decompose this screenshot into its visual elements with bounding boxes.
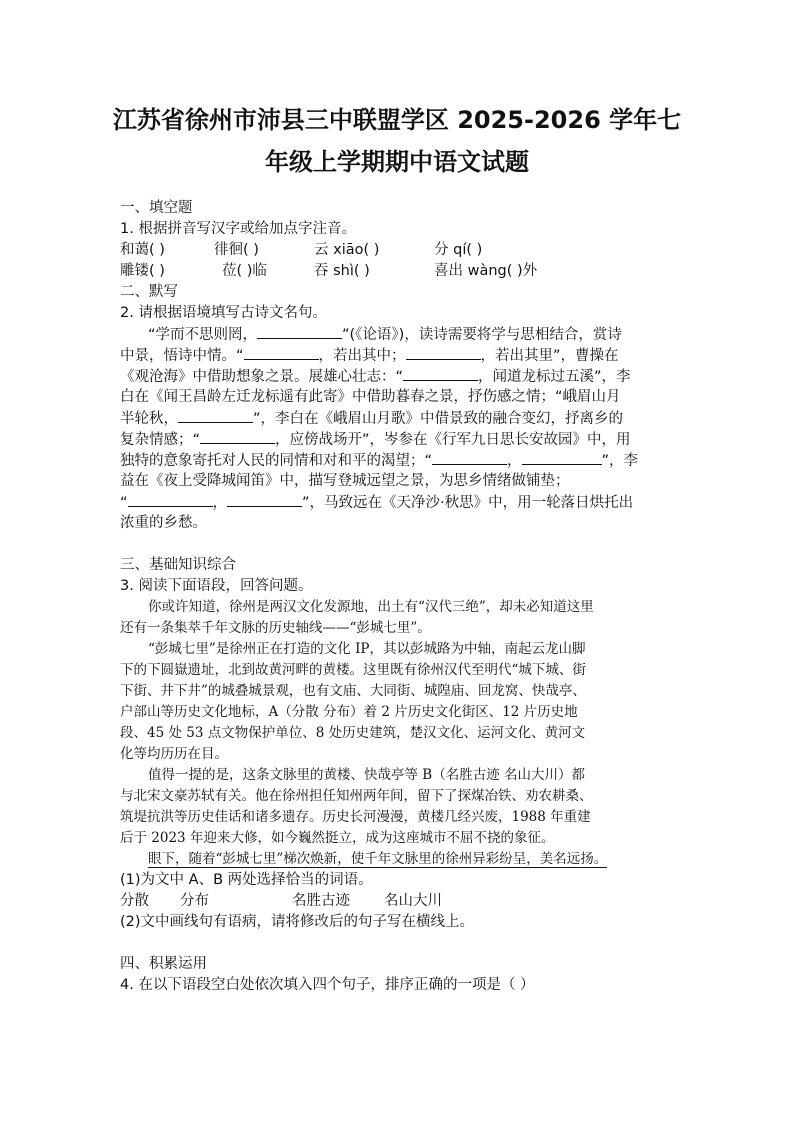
page-title-line2: 年级上学期期中语文试题 [265,148,529,176]
question-3-1: (1)为文中 A、B 两处选择恰当的词语。 [120,872,373,888]
q2-paragraph-line: 中景，悟诗中情。“ ，若出其中； ，若出其里”，曹操在 [120,345,619,367]
passage-underlined-sentence: 眼下，随着“彭城七里”梯次焕新，使千年文脉里的徐州异彩纷呈，美名远扬。 [148,851,608,867]
passage-line: 筑堤抗洪等历史佳话和诸多遗存。历史长河漫漫，黄楼几经兴废，1988 年重建 [120,809,591,825]
section-heading-2: 二、默写 [120,284,178,300]
answer-blank[interactable] [406,345,481,360]
answer-blank[interactable] [178,408,253,423]
q1-item: 雕镂( ) [120,263,165,279]
answer-blank[interactable] [432,450,507,465]
q2-paragraph-line: “学而不思则罔， ”(《论语》)，读诗需要将学与思相结合，赏诗 [148,324,622,346]
q2-paragraph-line: 浓重的乡愁。 [120,515,207,531]
option-word: 分散 [120,893,149,909]
q1-item: 分 qí( ) [434,242,483,258]
q1-item: 和蔼( ) [120,242,165,258]
passage-line: “彭城七里”是徐州正在打造的文化 IP，其以彭城路为中轴，南起云龙山脚 [148,641,586,657]
passage-line: 化等均历历在目。 [120,746,228,762]
answer-blank[interactable] [227,492,302,507]
option-word: 名胜古迹 [292,893,350,909]
option-word: 名山大川 [384,893,442,909]
passage-line: 户部山等历史文化地标，A（分散 分布）着 2 片历史文化街区、12 片历史地 [120,704,578,720]
question-2-stem: 2. 请根据语境填写古诗文名句。 [120,305,327,321]
q2-paragraph-line: 复杂情感；“ ，应傍战场开”，岑参在《行军九日思长安故园》中，用 [120,429,631,451]
q2-paragraph-line: 益在《夜上受降城闻笛》中，描写登城远望之景，为思乡情绪做铺垫； [120,473,570,489]
passage-line: 你或许知道，徐州是两汉文化发源地，出土有“汉代三绝”，却未必知道这里 [148,599,594,615]
answer-blank[interactable] [244,345,319,360]
question-1-stem: 1. 根据拼音写汉字或给加点字注音。 [120,221,356,237]
q2-paragraph-line: “ ， ”，马致远在《天净沙·秋思》中，用一轮落日烘托出 [120,492,633,514]
answer-blank[interactable] [522,450,602,465]
section-heading-3: 三、基础知识综合 [120,557,236,573]
q2-paragraph-line: 《观沧海》中借助想象之景。展雄心壮志：“ ，闻道龙标过五溪”，李 [120,366,631,388]
passage-line: 与北宋文豪苏轼有关。他在徐州担任知州两年间，留下了探煤冶铁、劝农耕桑、 [120,788,593,804]
q2-paragraph-line: 半轮秋， ”，李白在《峨眉山月歌》中借景致的融合变幻，抒离乡的 [120,408,623,430]
question-3-2: (2)文中画线句有语病，请将修改后的句子写在横线上。 [120,914,475,930]
q2-paragraph-line: 独特的意象寄托对人民的同情和对和平的渴望；“ ， ”，李 [120,450,638,472]
q1-item: 莅( )临 [222,263,267,279]
q1-item: 吞 shì( ) [314,263,370,279]
q1-item: 徘徊( ) [214,242,259,258]
page-title-line1: 江苏省徐州市沛县三中联盟学区 2025-2026 学年七 [112,106,682,134]
answer-blank[interactable] [200,429,275,444]
q2-paragraph-line: 白在《闻王昌龄左迁龙标遥有此寄》中借助暮春之景，抒伤感之情；“峨眉山月 [120,389,621,405]
answer-blank[interactable] [403,366,478,381]
answer-blank[interactable] [257,324,342,339]
answer-blank[interactable] [128,492,213,507]
passage-line: 下的下圆嶽遗址，北到故黄河畔的黄楼。这里既有徐州汉代至明代“城下城、街 [120,662,586,678]
q1-item: 喜出 wàng( )外 [434,263,538,279]
passage-line: 还有一条集萃千年文脉的历史轴线——“彭城七里”。 [120,620,431,636]
passage-line: 段、45 处 53 点文物保护单位、8 处历史建筑，楚汉文化、运河文化、黄河文 [120,725,586,741]
question-4-stem: 4. 在以下语段空白处依次填入四个句子，排序正确的一项是（ ） [120,977,535,993]
passage-line: 下街、井下井”的城叠城景观，也有文庙、大同街、城隍庙、回龙窝、快哉亭、 [120,683,586,699]
question-3-stem: 3. 阅读下面语段，回答问题。 [120,578,313,594]
passage-line: 值得一提的是，这条文脉里的黄楼、快哉亭等 B（名胜古迹 名山大川）都 [148,767,586,783]
passage-line: 后于 2023 年迎来大修，如今巍然挺立，成为这座城市不屈不挠的象征。 [120,830,555,846]
option-word: 分布 [180,893,209,909]
section-heading-1: 一、填空题 [120,200,193,216]
section-heading-4: 四、积累运用 [120,956,207,972]
q1-item: 云 xiāo( ) [314,242,380,258]
